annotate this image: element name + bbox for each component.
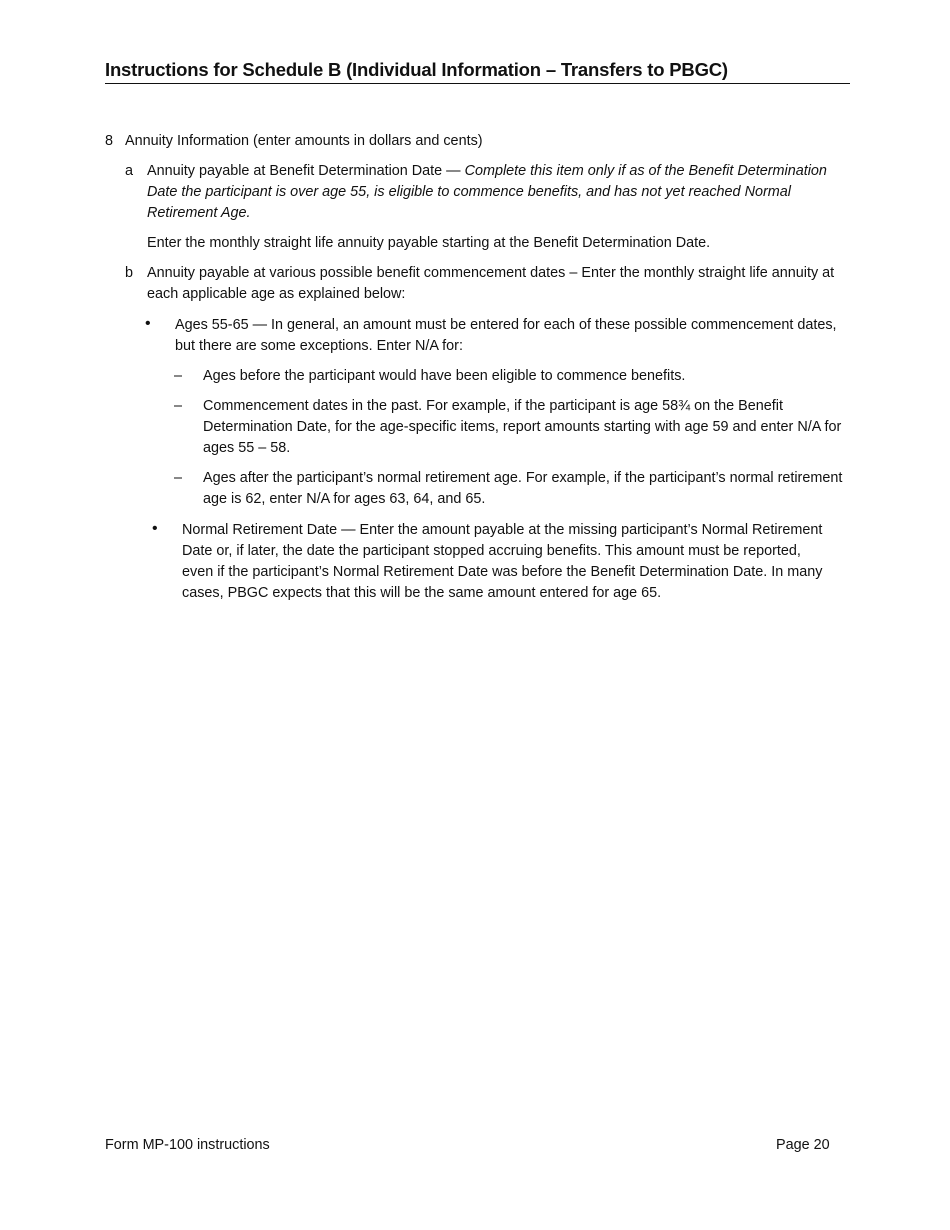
dash-marker: – [174, 368, 183, 384]
sub-item-after-nra: Ages after the participant’s normal retirement age. For example, if the participant’s normal retirement age is 62, enter N/A for ages 63, 64, and 65. [203, 470, 843, 507]
page-title: Instructions for Schedule B (Individual Information – Transfers to PBGC) [105, 58, 850, 84]
item-a-instruction: Enter the monthly straight life annuity payable starting at the Benefit Determination Date. [147, 235, 711, 251]
dash-marker: – [174, 398, 183, 414]
bullet-ages-text: Ages 55-65 — In general, an amount must be entered for each of these possible commencement dates, but there are some exceptions. Enter N/A for: [175, 317, 837, 354]
footer-page-number: Page 20 [776, 1137, 830, 1153]
section-heading: Annuity Information (enter amounts in dollars and cents) [125, 133, 483, 149]
sub-item-eligibility: Ages before the participant would have been eligible to commence benefits. [203, 368, 686, 384]
sub-item-past-dates: Commencement dates in the past. For example, if the participant is age 58¾ on the Benefit Determination Date, for the age-specific items, report amounts starting with age 59 and enter N/A for ages 55 – 58. [203, 398, 842, 456]
item-a-text [147, 161, 847, 224]
item-a-italic-note: Complete this item only if as of the Benefit Determination Date the participant is over age 55, is eligible to commence benefits, and has not yet reached Normal Retirement Age. [147, 163, 827, 221]
bullet-nrd-text: Normal Retirement Date — Enter the amount payable at the missing participant’s Normal Retirement Date or, if later, the date the participant stopped accruing benefits. This amount must be reported, even if the participant’s Normal Retirement Date was before the Benefit Determination Date. In many cases, PBGC expects that this will be the same amount entered for age 65. [182, 522, 823, 601]
item-b-letter: b [125, 265, 134, 281]
item-b-text: Annuity payable at various possible benefit commencement dates – Enter the monthly straight life annuity at each applicable age as explained below: [147, 265, 835, 302]
item-a-label: Annuity payable at Benefit Determination Date — [147, 163, 465, 179]
section-number: 8 [105, 133, 114, 149]
footer-form-name: Form MP-100 instructions [105, 1137, 270, 1153]
bullet-nrd-marker: • [152, 520, 158, 537]
bullet-ages-marker: • [145, 315, 151, 332]
dash-marker: – [174, 470, 183, 486]
item-a-letter: a [125, 163, 134, 179]
